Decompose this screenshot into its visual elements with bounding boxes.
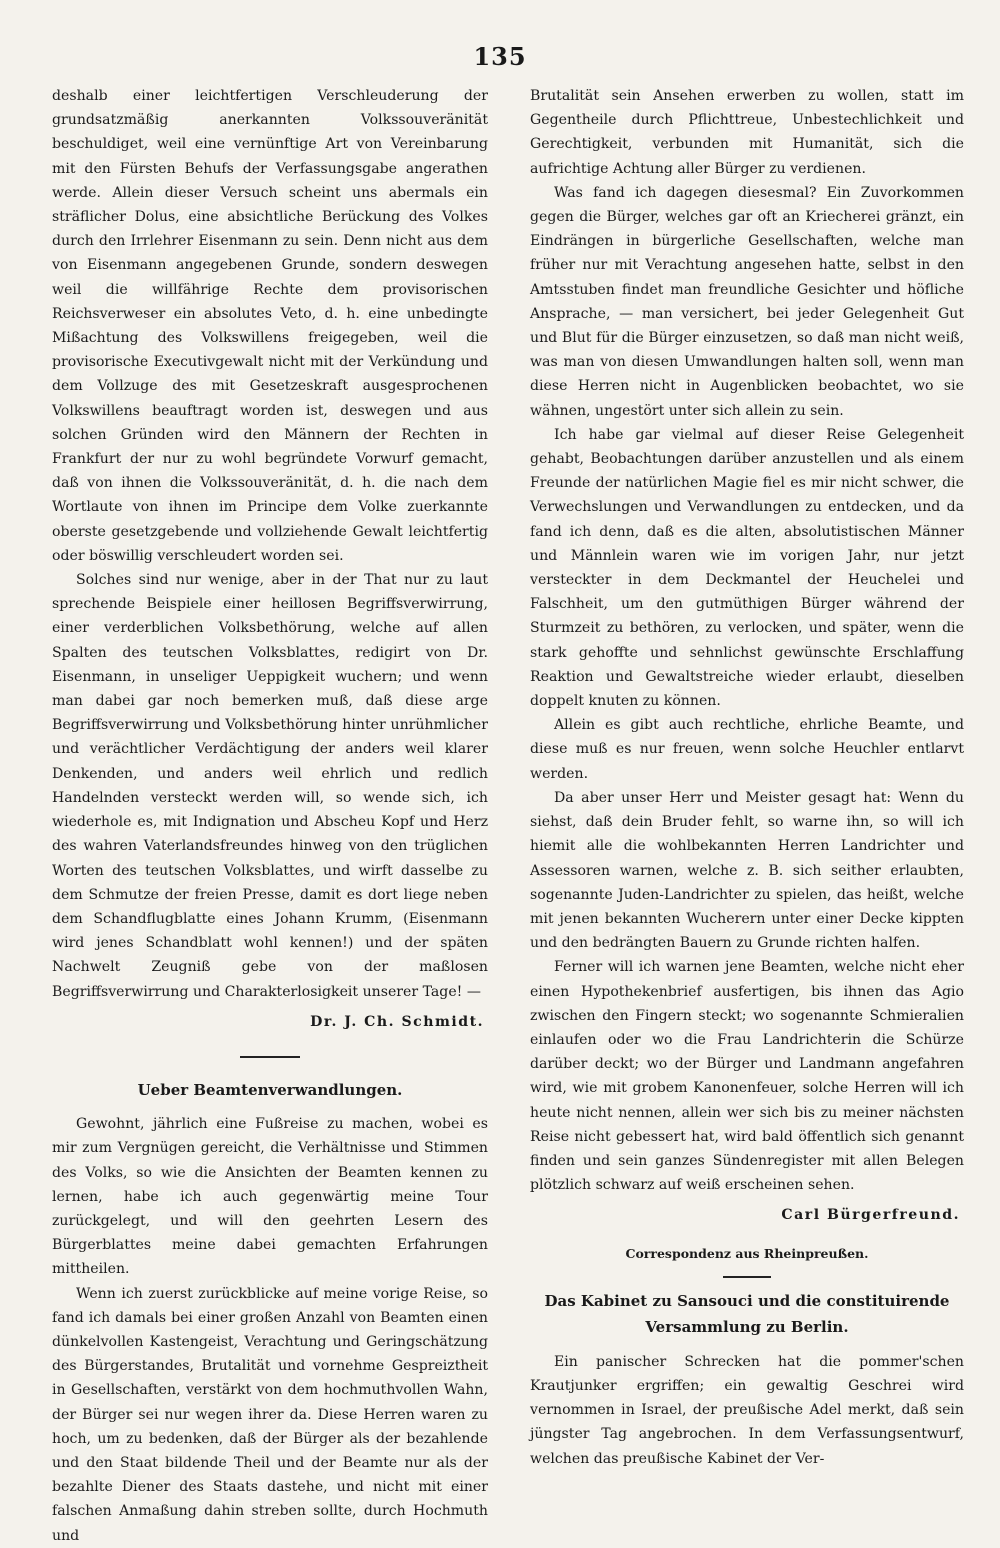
page-number: 135 [473,42,527,71]
paragraph: Allein es gibt auch rechtliche, ehrliche Beamte, und diese muß es nur freuen, wenn solche Heuchler entlarvt werden. [530,717,964,782]
paragraph: deshalb einer leichtfertigen Verschleuderung der grundsatzmäßig anerkannten Volkssouveränität beschuldiget, weil eine vernünftige Art von Vereinbarung mit den Fürsten Behufs der Verfassungsgabe angerathen werde. Allein dieser Versuch scheint uns abermals ein sträflicher Dolus, eine absichtliche Berückung des Volkes durch den Irrlehrer Eisenmann zu sein. Denn nicht aus dem von Eisenmann angegebenen Grunde, sondern deswegen weil die willfährige Rechte dem provisorischen Reichsverweser ein absolutes Veto, d. h. eine unbedingte Mißachtung des Volkswillens freigegeben, weil die provisorische Executivgewalt nicht mit der Verkündung und dem Vollzuge des mit Gesetzeskraft ausgesprochenen Volkswillens beauftragt worden ist, deswegen und aus solchen Gründen wird den Männern der Rechten in Frankfurt der nur zu wohl begründete Vorwurf gemacht, daß von ihnen die Volkssouveränität, d. h. die nach dem Wortlaute von ihnen im Principe dem Volke zuerkannte oberste gesetzgebende und vollziehende Gewalt leichtfertig oder böswillig verschleudert worden sei. [52,88,488,564]
article-heading: Das Kabinet zu Sansouci und die constituirende Versammlung zu Berlin. [544,1291,950,1336]
paragraph: Ich habe gar vielmal auf dieser Reise Gelegenheit gehabt, Beobachtungen darüber anzustellen und als einem Freunde der natürlichen Magie fiel es mir nicht schwer, die Verwechslungen und Verwandlungen zu entdecken, und da fand ich denn, daß es die alten, absolutistischen Männer und Männlein waren wie im vorigen Jahr, nur jetzt versteckter in dem Deckmantel der Heuchelei und Falschheit, um den gutmüthigen Bürger während der Sturmzeit zu bethören, zu verlocken, und später, wenn die stark gehoffte und sehnlichst gewünschte Erschlaffung Reaktion und Gewaltstreiche wieder erlaubt, dieselben doppelt knuten zu können. [530,426,964,710]
article-heading: Ueber Beamtenverwandlungen. [137,1080,403,1099]
paragraph: Ferner will ich warnen jene Beamten, welche nicht eher einen Hypothekenbrief ausfertigen, bis ihnen das Agio zwischen den Fingern steckt; wo sogenannte Schmieralien einlaufen oder wo die Frau Landrichterin die Schürze darüber deckt; wo der Bürger und Landmann angefahren wird, wie mit grobem Kanonenfeuer, solche Herren will ich heute nicht nennen, allein wer sich bis zu meiner nächsten Reise nicht gebessert hat, wird bald öffentlich sich genannt finden und sein ganzes Sündenregister mit allen Belegen plötzlich schwarz auf weiß erscheinen sehen. [530,959,964,1194]
divider [240,1056,300,1058]
paragraph: Solches sind nur wenige, aber in der That nur zu laut sprechende Beispiele einer heillosen Begriffsverwirrung, einer verderblichen Volksbethörung, welche auf allen Spalten des teutschen Volksblattes, redigirt von Dr. Eisenmann, in unseliger Ueppigkeit wuchern; und wenn man dabei gar noch bemerken muß, daß diese arge Begriffsverwirrung und Volksbethörung hinter unrühmlicher und verächtlicher Verdächtigung der anders weil klarer Denkenden, und anders weil ehrlich und redlich Handelnden versteckt werden will, so wende sich, ich wiederhole es, mit Indignation und Abscheu Kopf und Herz des wahren Vaterlandsfreundes hinweg von den trüglichen Worten des teutschen Volksblattes, und wirft dasselbe zu dem Schmutze der freien Presse, damit es dort liege neben dem Schandflugblatte eines Johann Krumm, (Eisenmann wird jenes Schandblatt wohl kennen!) und der späten Nachwelt Zeugniß gebe von der maßlosen Begriffsverwirrung und Charakterlosigkeit unserer Tage! — [52,572,488,1000]
left-column [52,84,488,1548]
paragraph: Da aber unser Herr und Meister gesagt hat: Wenn du siehst, daß dein Bruder fehlt, so warne ihn, so will ich hiemit alle die wohlbekannten Herren Landrichter und Assessoren warnen, welche z. B. sich seither erlaubten, sogenannte Juden-Landrichter zu spielen, das heißt, welche mit jenen bekannten Wucherern unter einer Decke kippten und den bedrängten Bauern zu Grunde richten halfen. [530,789,964,952]
right-column [530,84,964,1471]
paragraph: Ein panischer Schrecken hat die pommer'schen Krautjunker ergriffen; ein gewaltig Geschrei wird vernommen in Israel, der preußische Adel merkt, daß sein jüngster Tag angebrochen. In dem Verfassungsentwurf, welchen das preußische Kabinet der Ver- [530,1353,964,1467]
paragraph: Brutalität sein Ansehen erwerben zu wollen, statt im Gegentheile durch Pflichttreue, Unbestechlichkeit und Gerechtigkeit, verbunden mit Humanität, sich die aufrichtige Achtung aller Bürger zu verdienen. [530,88,964,177]
paragraph: Gewohnt, jährlich eine Fußreise zu machen, wobei es mir zum Vergnügen gereicht, die Verhältnisse und Stimmen des Volks, so wie die Ansichten der Beamten kennen zu lernen, habe ich auch gegenwärtig meine Tour zurückgelegt, und will den geehrten Lesern des Bürgerblattes meine dabei gemachten Erfahrungen mittheilen. [52,1116,488,1278]
signature: Dr. J. Ch. Schmidt. [310,1013,484,1030]
paragraph: Was fand ich dagegen diesesmal? Ein Zuvorkommen gegen die Bürger, welches gar oft an Kriecherei gränzt, ein Eindrängen in bürgerliche Gesellschaften, welche man früher nur mit Verachtung angesehen hatte, selbst in den Amtsstuben findet man freundliche Gesichter und höfliche Ansprache, — man versichert, bei jeder Gelegenheit Gut und Blut für die Bürger einzusetzen, so daß man nicht weiß, was man von diesen Umwandlungen halten soll, wenn man diese Herren nicht in Augenblicken beobachtet, wo sie wähnen, ungestört unter sich allein zu sein. [530,184,964,419]
divider [723,1276,771,1278]
correspondence-heading: Correspondenz aus Rheinpreußen. [625,1245,869,1261]
signature: Carl Bürgerfreund. [781,1207,960,1224]
paragraph: Wenn ich zuerst zurückblicke auf meine vorige Reise, so fand ich damals bei einer großen Anzahl von Beamten einen dünkelvollen Kastengeist, Verachtung und Geringschätzung des Bürgerstandes, Brutalität und vornehme Gespreiztheit in Gesellschaften, verstärkt von dem hochmuthvollen Wahn, der Bürger sei nur wegen ihrer da. Diese Herren waren zu hoch, um zu bedenken, daß der Bürger als der bezahlende und den Staat bildende Theil und der Beamte nur als der bezahlte Diener des Staats dastehe, und nicht mit einer falschen Anmaßung dahin streben sollte, durch Hochmuth und [52,1285,488,1544]
